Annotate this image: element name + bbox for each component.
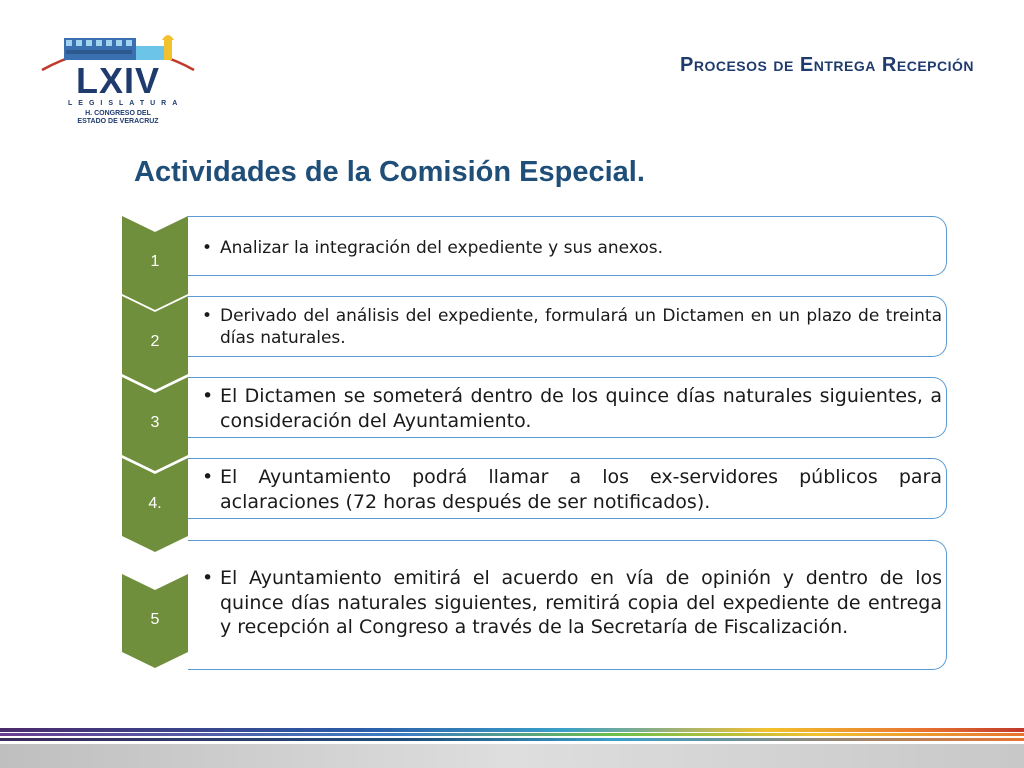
logo-legislatura: LEGISLATURA	[68, 100, 184, 107]
step-text: • Analizar la integración del expediente y sus anexos.	[202, 237, 942, 259]
step-number: 4.	[148, 495, 162, 512]
section-title: Procesos de Entrega Recepción	[680, 54, 974, 76]
step-number: 5	[150, 611, 160, 628]
logo-estado-line: ESTADO DE VERACRUZ	[77, 118, 159, 125]
step-box	[188, 216, 947, 276]
step-text: • El Ayuntamiento emitirá el acuerdo en vía de opinión y dentro de los quince días naturales siguientes, remitirá copia del expediente de entrega y recepción al Congreso a través de la Secretaría de Fiscalización.	[202, 566, 942, 640]
footer-stripes	[0, 728, 1024, 768]
lxiv-logo	[38, 28, 198, 128]
step-text: • Derivado del análisis del expediente, formulará un Dictamen en un plazo de treinta días naturales.	[202, 305, 942, 349]
logo-congreso-line: H. CONGRESO DEL	[85, 110, 151, 117]
step-box	[188, 296, 947, 357]
step-chevron	[122, 296, 188, 390]
step-box	[188, 540, 947, 670]
step-text: • El Ayuntamiento podrá llamar a los ex-servidores públicos para aclaraciones (72 horas después de ser notificados).	[202, 465, 942, 514]
step-box	[188, 458, 947, 519]
step-number: 1	[150, 253, 160, 270]
step-chevron	[122, 377, 188, 471]
step-chevron	[122, 458, 188, 552]
page-title: Actividades de la Comisión Especial.	[134, 156, 645, 188]
step-number: 3	[150, 414, 160, 431]
step-chevron	[122, 574, 188, 668]
step-number: 2	[150, 333, 160, 350]
logo-wordmark: LXIV	[75, 60, 160, 101]
step-text: • El Dictamen se someterá dentro de los quince días naturales siguientes, a consideración del Ayuntamiento.	[202, 384, 942, 433]
step-box	[188, 377, 947, 438]
